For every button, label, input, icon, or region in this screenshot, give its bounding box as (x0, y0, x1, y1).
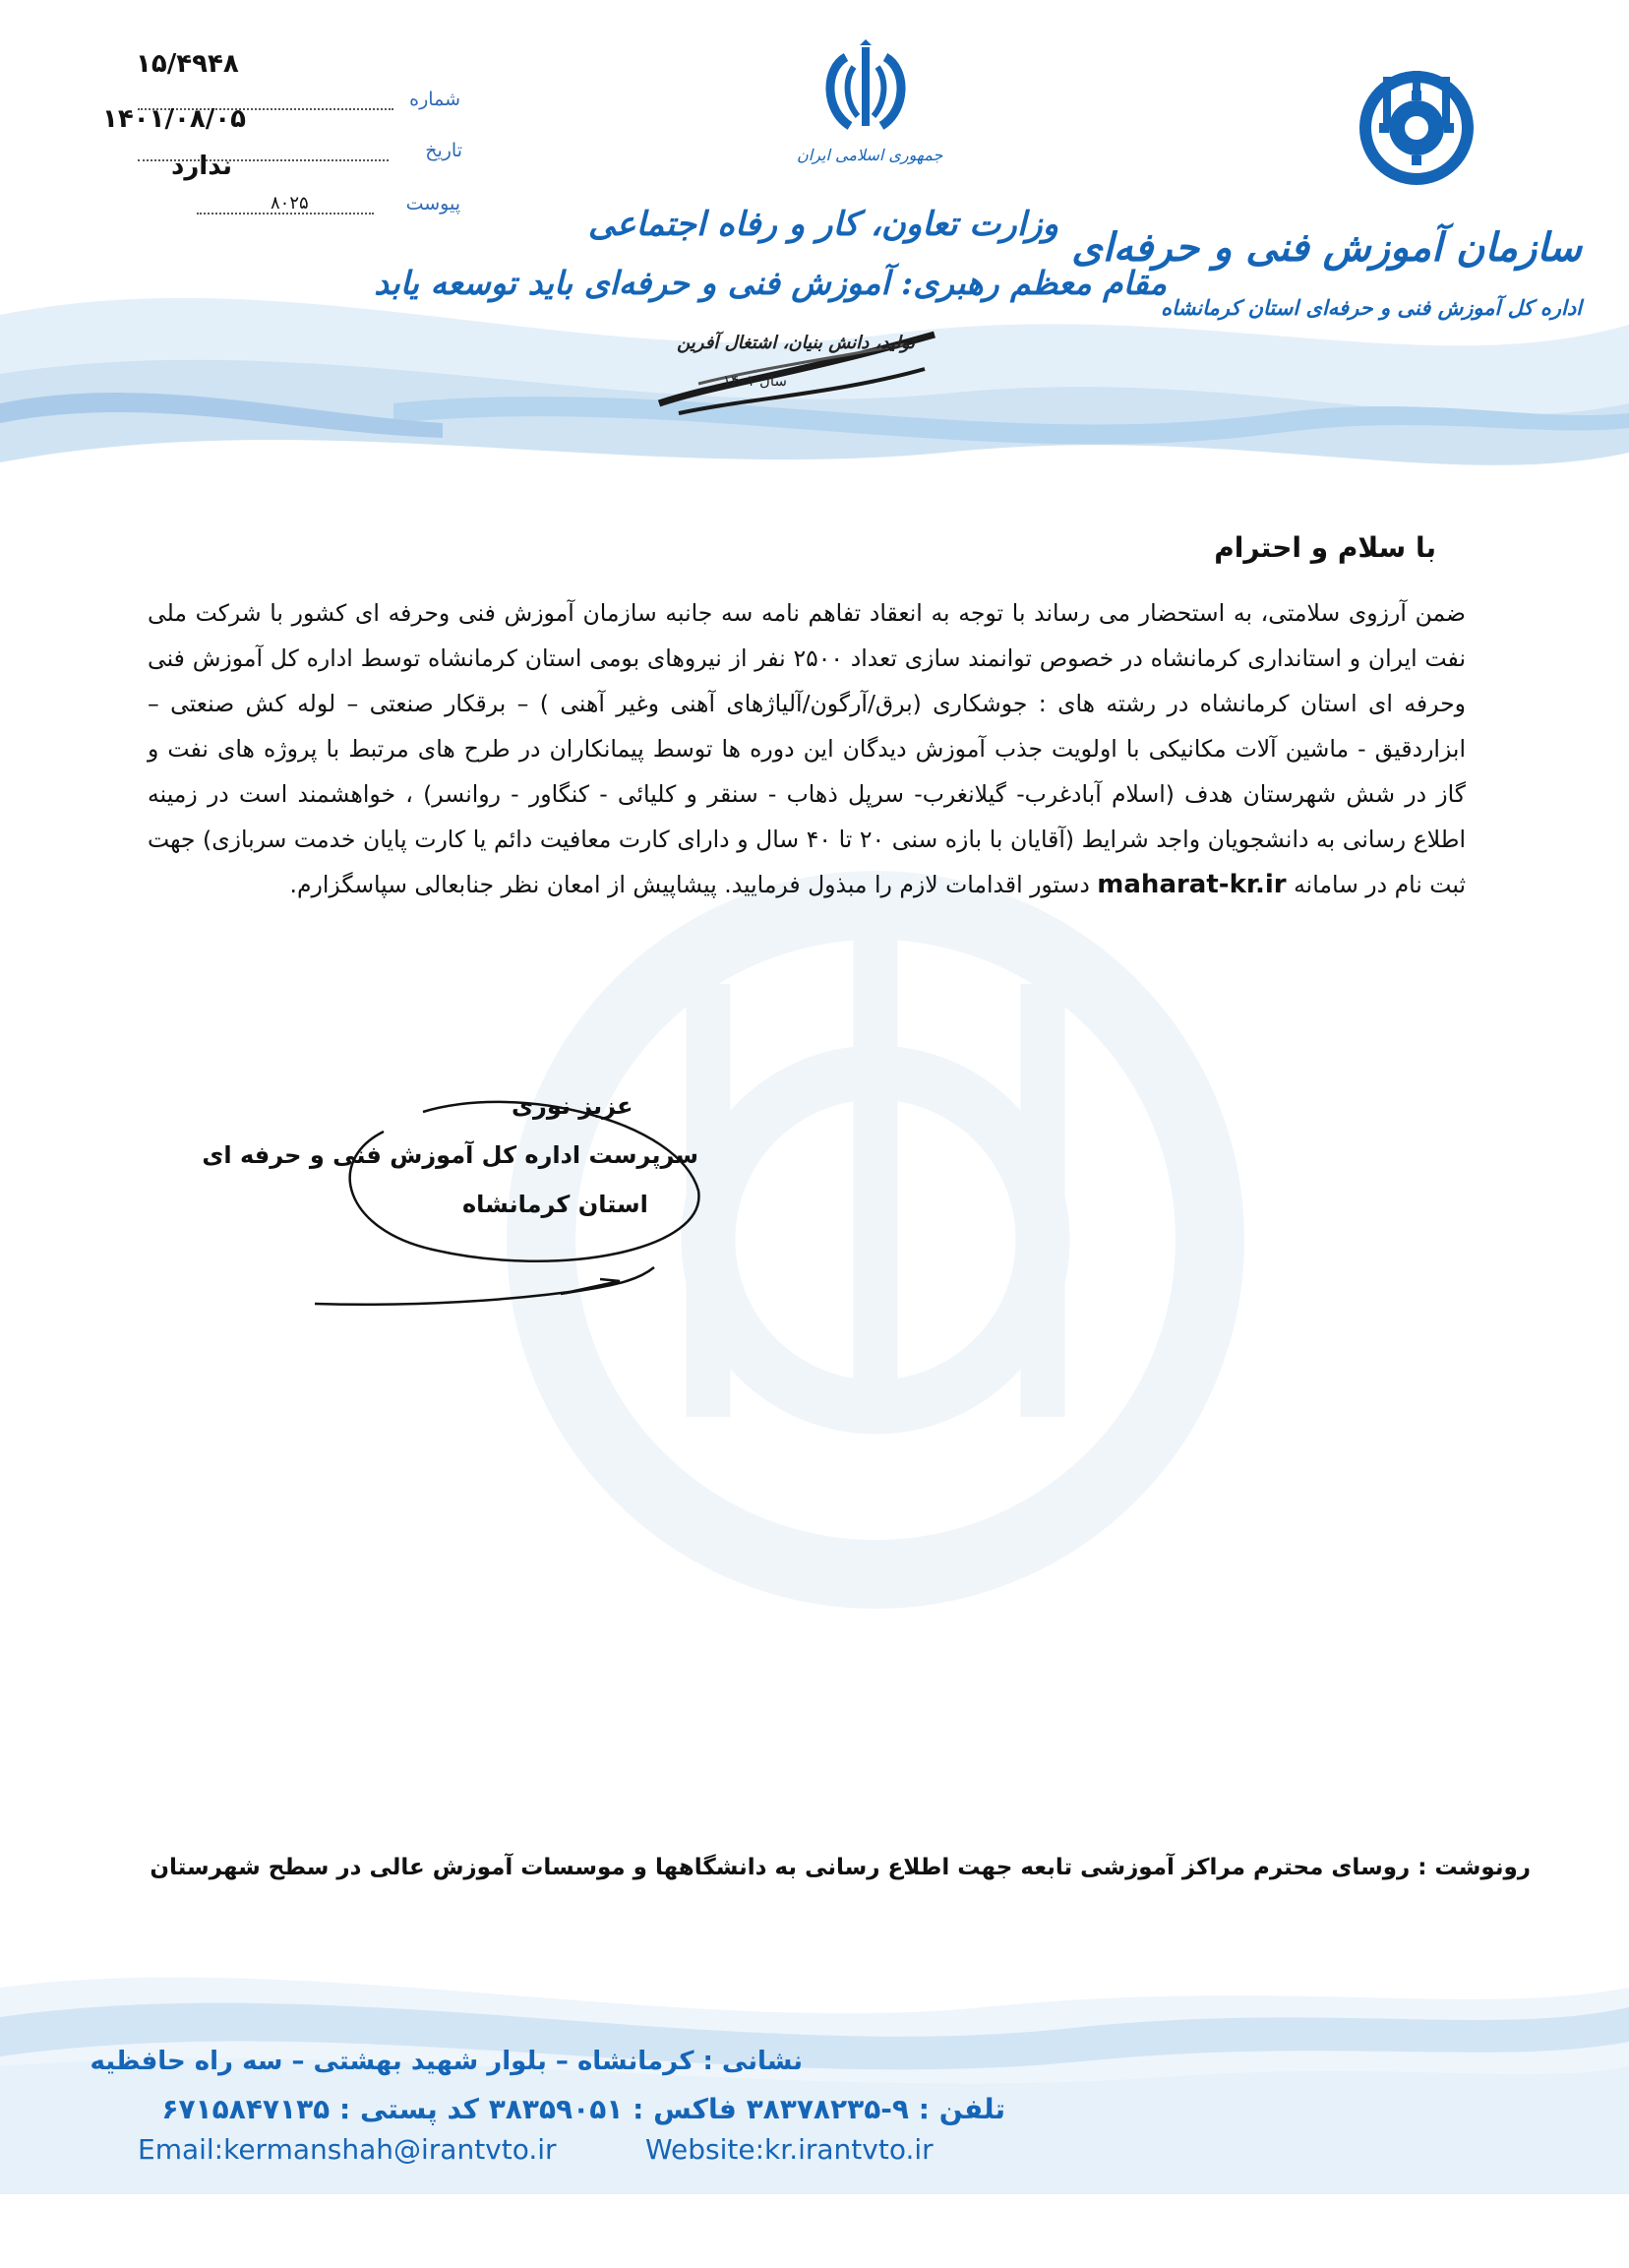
org-logo-block (1358, 69, 1476, 187)
footer-website[interactable]: Website:kr.irantvto.ir (645, 2133, 934, 2166)
letter-body (148, 590, 1466, 907)
letter-meta (98, 49, 472, 226)
letter-date-value: ۱۴۰۱/۰۸/۰۵ (102, 104, 246, 134)
letter-number-value: ۱۵/۴۹۴۸ (136, 49, 239, 79)
letter-body-text: ضمن آرزوی سلامتی، به استحضار می رساند با توجه به انعقاد تفاهم نامه سه جانبه سازمان آموزش فنی وحرفه ای کشور با شرکت ملی نفت ایران و استانداری کرمانشاه در خصوص توانمند سازی تعداد ۲۵۰۰ نفر از نیروهای بومی استان کرمانشاه توسط اداره کل آموزش فنی وحرفه ای استان کرمانشاه در رشته های : جوشکاری (برق/آرگون/آلیاژهای آهنی وغیر آهنی ) – برقکار صنعتی – لوله کش صنعتی – ابزاردقیق - ماشین آلات مکانیکی با اولویت جذب آموزش دیدگان این دوره ها توسط پیمانکاران در طرح های مرتبط با پروژه های نفت و گاز در شش شهرستان هدف (اسلام آبادغرب- گیلانغرب- سرپل ذهاب - سنقر و کلیائی - کنگاور - روانسر) ، خواهشمند است در زمینه اطلاع رسانی به دانشجویان واجد شرایط (آقایان با بازه سنی ۲۰ تا ۴۰ سال و دارای کارت معافیت دائم یا کارت پایان خدمت سربازی) جهت ثبت نام در سامانه (148, 599, 1466, 898)
carbon-copy: رونوشت : روسای محترم مراکز آموزشی تابعه جهت اطلاع رسانی به دانشگاهها و موسسات آموزش عالی در سطح شهرستان (150, 1855, 1531, 1880)
emblem-block (787, 39, 944, 177)
signatory-title: سرپرست اداره کل آموزش فنی و حرفه ای (202, 1141, 698, 1169)
letter-attachment-code: ۸۰۲۵ (271, 193, 309, 214)
letter-greeting: با سلام و احترام (1214, 531, 1436, 564)
leader-slogan: مقام معظم رهبری: آموزش فنی و حرفه‌ای باید توسعه یابد (374, 264, 1167, 302)
footer-email[interactable]: Email:kermanshah@irantvto.ir (138, 2133, 557, 2166)
letter-attachment-label: پیوست (405, 193, 460, 215)
gear-organization-logo-icon (1358, 69, 1476, 187)
organization-title: سازمان آموزش فنی و حرفه‌ای (1071, 224, 1582, 271)
iran-emblem-icon (807, 39, 925, 138)
ministry-name: وزارت تعاون، کار و رفاه اجتماعی (587, 205, 1058, 244)
year-slogan-calligraphy-logo (639, 315, 954, 423)
signatory-name: عزیز نوری (512, 1092, 634, 1120)
letter-number-label: شماره (409, 89, 460, 110)
registration-url[interactable]: maharat-kr.ir (1097, 870, 1287, 899)
organization-subtitle: اداره کل آموزش فنی و حرفه‌ای استان کرمانشاه (1161, 295, 1582, 320)
footer-phone: تلفن : ۹-۳۸۳۷۸۲۳۵ فاکس : ۳۸۳۵۹۰۵۱ کد پستی : ۶۷۱۵۸۴۷۱۳۵ (161, 2093, 1005, 2125)
year-logo-text: تولید، دانش بنیان، اشتغال آفرین (677, 333, 915, 353)
year-logo-sub: سال ۱۴۰۱ (722, 372, 787, 390)
emblem-caption: جمهوری اسلامی ایران (797, 146, 943, 164)
letter-date-label: تاریخ (425, 140, 462, 161)
signatory-province: استان کرمانشاه (462, 1191, 648, 1218)
letter-body-text-end: دستور اقدامات لازم را مبذول فرمایید. پیشاپیش از امعان نظر جنابعالی سپاسگزارم. (289, 871, 1090, 898)
footer-address: نشانی : کرمانشاه – بلوار شهید بهشتی – سه راه حافظیه (90, 2047, 803, 2076)
letter-attachment-value: ندارد (171, 152, 233, 181)
signature-block (202, 1082, 728, 1318)
